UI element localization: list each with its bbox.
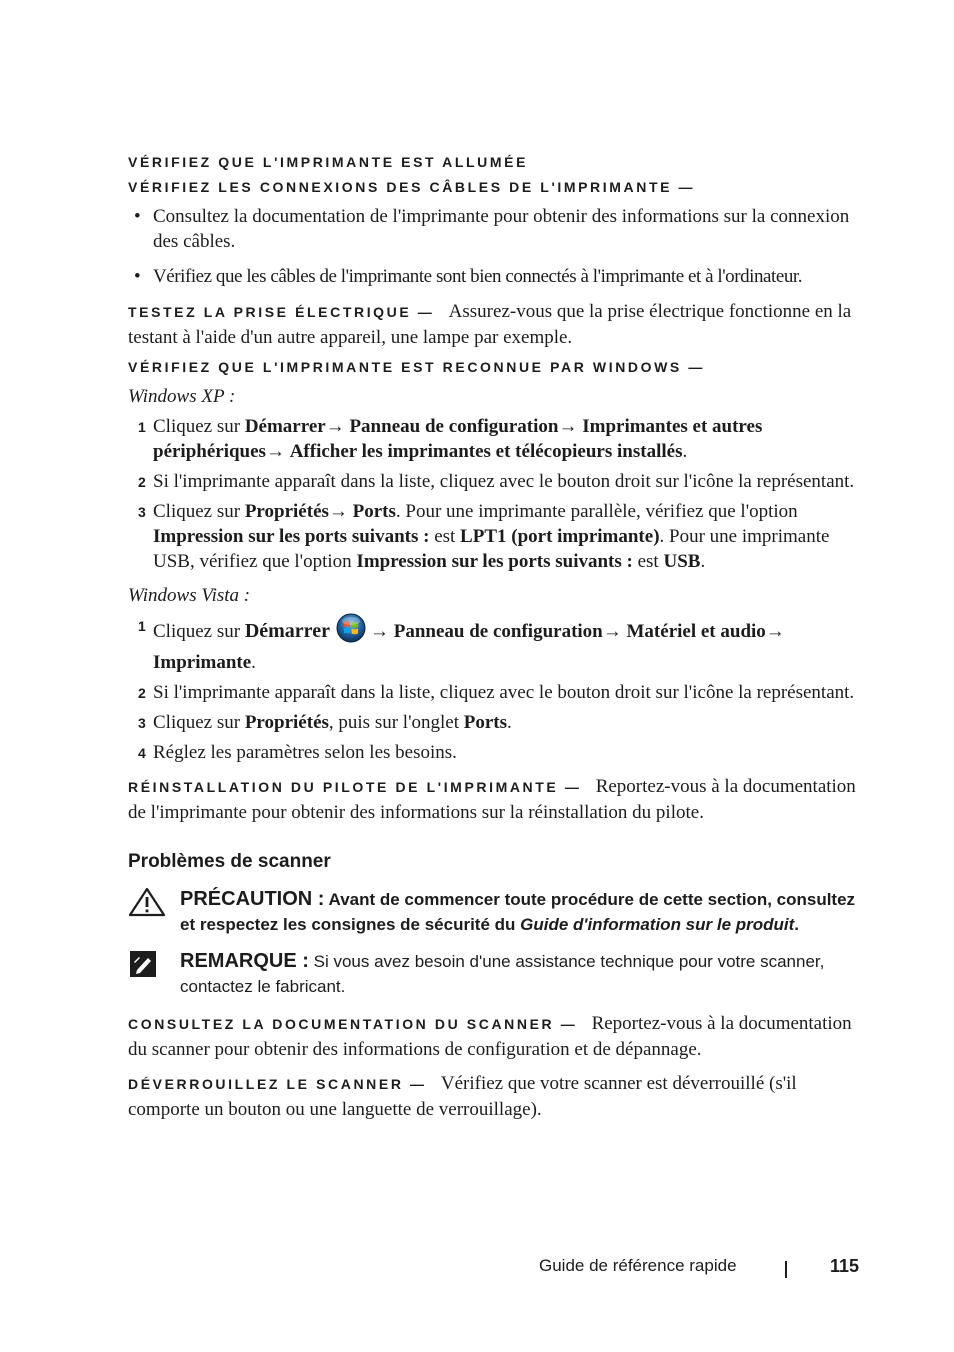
paragraph-unlock-scanner: DÉVERROUILLEZ LE SCANNER — Vérifiez que votre scanner est déverrouillé (s'il comporte un bouton ou une languette de verrouillage).: [128, 1073, 797, 1120]
caution-label: PRÉCAUTION :: [180, 888, 325, 910]
heading-printer-on: VÉRIFIEZ QUE L'IMPRIMANTE EST ALLUMÉE: [128, 154, 529, 170]
paragraph-driver-reinstall: RÉINSTALLATION DU PILOTE DE L'IMPRIMANTE — Reportez-vous à la documentation de l'imprimante pour obtenir des informations sur la réinstallation du pilote.: [128, 776, 856, 823]
footer-guide-title: Guide de référence rapide: [539, 1256, 737, 1275]
list-item: 3 Cliquez sur Propriétés→ Ports. Pour une imprimante parallèle, vérifiez que l'option Impression sur les ports suivants : est LPT1 (port imprimante). Pour une imprimante USB, vérifiez que l'option Impression sur les ports suivants : est USB.: [138, 501, 830, 572]
heading-scanner-docs: CONSULTEZ LA DOCUMENTATION DU SCANNER —: [128, 1016, 578, 1032]
bullet-icon: •: [134, 206, 141, 227]
list-item: 3 Cliquez sur Propriétés, puis sur l'onglet Ports.: [138, 712, 512, 733]
bullet-icon: •: [134, 266, 141, 287]
windows-xp-label: Windows XP :: [128, 386, 236, 407]
note-label: REMARQUE :: [180, 950, 309, 972]
section-title-scanner-problems: Problèmes de scanner: [128, 851, 331, 872]
pencil-note-icon: [128, 949, 158, 986]
list-item: • Vérifiez que les câbles de l'imprimante sont bien connectés à l'imprimante et à l'ordinateur.: [134, 266, 803, 287]
windows-vista-label: Windows Vista :: [128, 585, 251, 606]
list-item: 4 Réglez les paramètres selon les besoins.: [138, 742, 457, 763]
windows-start-orb-icon: [336, 613, 366, 650]
windows-xp-steps: [128, 414, 856, 574]
heading-driver-reinstall: RÉINSTALLATION DU PILOTE DE L'IMPRIMANTE —: [128, 779, 582, 795]
footer-separator: [785, 1261, 787, 1278]
paragraph-outlet-test: TESTEZ LA PRISE ÉLECTRIQUE — Assurez-vous que la prise électrique fonctionne en la testant à l'aide d'un autre appareil, une lampe par exemple.: [128, 301, 852, 348]
windows-vista-steps: [128, 613, 856, 765]
list-item: 1 Cliquez sur Démarrer→ Panneau de configuration→ Imprimantes et autres périphériques→ Afficher les imprimantes et télécopieurs installés.: [138, 416, 763, 462]
caution-notice: PRÉCAUTION : Avant de commencer toute procédure de cette section, consultez et respectez les consignes de sécurité du Guide d'information sur le produit.: [128, 887, 856, 937]
cable-bullet-list: [128, 204, 856, 289]
list-item: • Consultez la documentation de l'imprimante pour obtenir des informations sur la connexion des câbles.: [134, 206, 850, 252]
list-item: 2 Si l'imprimante apparaît dans la liste, cliquez avec le bouton droit sur l'icône la représentant.: [138, 682, 855, 703]
heading-windows-recognition: VÉRIFIEZ QUE L'IMPRIMANTE EST RECONNUE PAR WINDOWS —: [128, 359, 705, 375]
page-content: [128, 154, 856, 1131]
heading-outlet-test: TESTEZ LA PRISE ÉLECTRIQUE —: [128, 304, 435, 320]
note-notice: REMARQUE : Si vous avez besoin d'une assistance technique pour votre scanner, contactez le fabricant.: [128, 949, 856, 999]
list-item: 2 Si l'imprimante apparaît dans la liste, cliquez avec le bouton droit sur l'icône la représentant.: [138, 471, 855, 492]
heading-unlock-scanner: DÉVERROUILLEZ LE SCANNER —: [128, 1076, 427, 1092]
heading-printer-cables: VÉRIFIEZ LES CONNEXIONS DES CÂBLES DE L'IMPRIMANTE —: [128, 179, 696, 195]
page-number: 115: [830, 1256, 860, 1276]
warning-triangle-icon: [128, 887, 166, 924]
paragraph-scanner-docs: CONSULTEZ LA DOCUMENTATION DU SCANNER — Reportez-vous à la documentation du scanner pour obtenir des informations de configuration et de dépannage.: [128, 1013, 852, 1060]
list-item: 1 Cliquez sur Démarrer → Panneau de configuration→ Matériel et audio→ Imprimante.: [128, 613, 856, 675]
product-guide-title: Guide d'information sur le produit: [520, 915, 795, 934]
